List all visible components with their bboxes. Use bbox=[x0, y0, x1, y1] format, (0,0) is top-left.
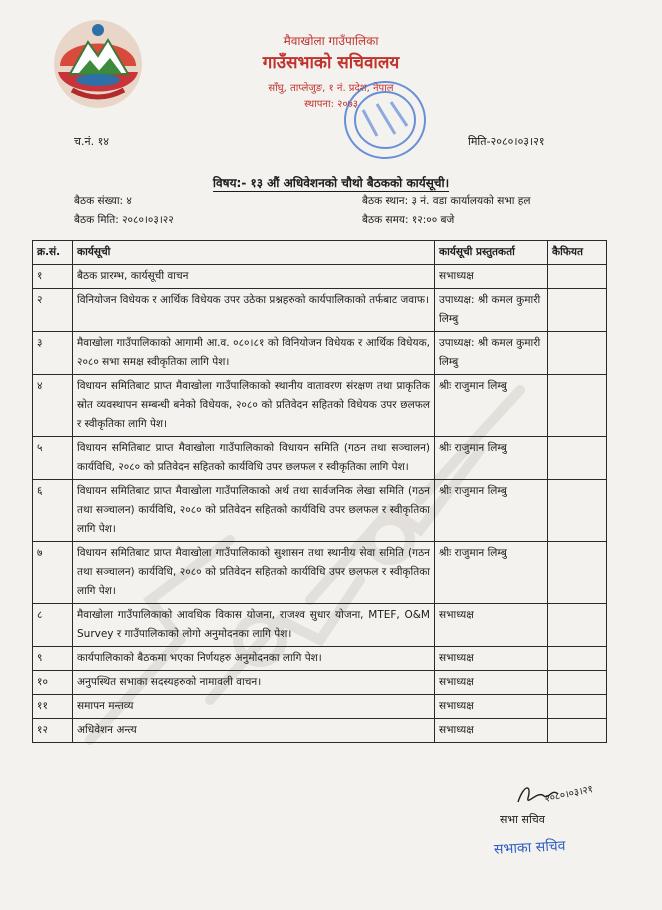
row-presenter: श्रीः राजुमान लिम्बु bbox=[435, 542, 548, 604]
row-serial: २ bbox=[33, 289, 73, 332]
row-remarks bbox=[548, 437, 607, 480]
row-agenda: विधायन समितिबाट प्राप्त मैवाखोला गाउँपालिकाको स्थानीय वातावरण संरक्षण तथा प्राकृतिक स्रोत व्यवस्थापन सम्बन्धी बनेको विधेयक, २०८० को प्रतिवेदन सहितको विधेयक उपर छलफल र स्वीकृतिका लागि पेश। bbox=[73, 375, 435, 437]
row-remarks bbox=[548, 695, 607, 719]
row-serial: १ bbox=[33, 265, 73, 289]
row-remarks bbox=[548, 375, 607, 437]
row-agenda: समापन मन्तव्य bbox=[73, 695, 435, 719]
row-serial: १२ bbox=[33, 719, 73, 743]
row-serial: ११ bbox=[33, 695, 73, 719]
established-year: स्थापना: २०७३ bbox=[304, 99, 358, 110]
table-row bbox=[33, 437, 607, 480]
office-address: साँघु, ताप्लेजुङ, १ नं. प्रदेश, नेपाल bbox=[268, 83, 394, 94]
table-row bbox=[33, 647, 607, 671]
row-presenter: सभाध्यक्ष bbox=[435, 671, 548, 695]
meeting-number: बैठक संख्या: ४ bbox=[74, 195, 132, 207]
row-remarks bbox=[548, 647, 607, 671]
table-row bbox=[33, 542, 607, 604]
signatory-title: सभा सचिव bbox=[500, 813, 545, 826]
row-remarks bbox=[548, 480, 607, 542]
row-agenda: मैवाखोला गाउँपालिकाको आगामी आ.व. ०८०।८१ को विनियोजन विधेयक र आर्थिक विधेयक, २०८० सभा समक्ष स्वीकृतिका लागि पेश। bbox=[73, 332, 435, 375]
row-presenter: उपाध्यक्ष: श्री कमल कुमारी लिम्बु bbox=[435, 332, 548, 375]
table-row bbox=[33, 719, 607, 743]
meeting-time: बैठक समय: १२:०० बजे bbox=[362, 214, 455, 226]
row-serial: ७ bbox=[33, 542, 73, 604]
row-serial: ५ bbox=[33, 437, 73, 480]
row-agenda: विधायन समितिबाट प्राप्त मैवाखोला गाउँपालिकाको सुशासन तथा स्थानीय सेवा समिति (गठन तथा सञ्चालन) कार्यविधि, २०८० को प्रतिवेदन सहितको कार्यविधि उपर छलफल र स्वीकृतिका लागि पेश। bbox=[73, 542, 435, 604]
row-agenda: अनुपस्थित सभाका सदस्यहरुको नामावली वाचन। bbox=[73, 671, 435, 695]
table-row bbox=[33, 671, 607, 695]
row-agenda: कार्यपालिकाको बैठकमा भएका निर्णयहरु अनुमोदनका लागि पेश। bbox=[73, 647, 435, 671]
table-header-row bbox=[33, 241, 607, 265]
row-presenter: सभाध्यक्ष bbox=[435, 719, 548, 743]
table-row bbox=[33, 375, 607, 437]
header-presenter: कार्यसूची प्रस्तुतकर्ता bbox=[435, 241, 548, 265]
row-remarks bbox=[548, 332, 607, 375]
row-presenter: श्रीः राजुमान लिम्बु bbox=[435, 480, 548, 542]
table-row bbox=[33, 695, 607, 719]
agenda-table bbox=[32, 240, 607, 743]
row-remarks bbox=[548, 719, 607, 743]
row-presenter: सभाध्यक्ष bbox=[435, 695, 548, 719]
row-agenda: मैवाखोला गाउँपालिकाको आवधिक विकास योजना, राजश्व सुधार योजना, MTEF, O&M Survey र गाउँपालिकाको लोगो अनुमोदनका लागि पेश। bbox=[73, 604, 435, 647]
row-presenter: सभाध्यक्ष bbox=[435, 604, 548, 647]
row-remarks bbox=[548, 542, 607, 604]
row-serial: ४ bbox=[33, 375, 73, 437]
subject-text: विषय:- १३ औं अधिवेशनको चौथो बैठकको कार्यसूची। bbox=[212, 176, 450, 190]
row-presenter: श्रीः राजुमान लिम्बु bbox=[435, 375, 548, 437]
header-remarks: कैफियत bbox=[548, 241, 607, 265]
row-serial: ८ bbox=[33, 604, 73, 647]
row-serial: ९ bbox=[33, 647, 73, 671]
letter-date: मिति-२०८०।०३।२१ bbox=[468, 135, 545, 148]
row-presenter: श्रीः राजुमान लिम्बु bbox=[435, 437, 548, 480]
table-row bbox=[33, 289, 607, 332]
row-agenda: अधिवेशन अन्त्य bbox=[73, 719, 435, 743]
reference-number: च.नं. १४ bbox=[74, 135, 110, 148]
table-row bbox=[33, 332, 607, 375]
row-agenda: विनियोजन विधेयक र आर्थिक विधेयक उपर उठेका प्रश्नहरुको कार्यपालिकाको तर्फबाट जवाफ। bbox=[73, 289, 435, 332]
office-name: गाउँसभाको सचिवालय bbox=[262, 53, 400, 73]
row-remarks bbox=[548, 604, 607, 647]
row-agenda: विधायन समितिबाट प्राप्त मैवाखोला गाउँपालिकाको अर्थ तथा सार्वजनिक लेखा समिति (गठन तथा सञ्चालन) कार्यविधि, २०८० को प्रतिवेदन सहितको कार्यविधि उपर छलफल र स्वीकृतिका लागि पेश। bbox=[73, 480, 435, 542]
row-presenter: सभाध्यक्ष bbox=[435, 647, 548, 671]
municipality-name: मैवाखोला गाउँपालिका bbox=[283, 34, 379, 48]
row-presenter: सभाध्यक्ष bbox=[435, 265, 548, 289]
row-remarks bbox=[548, 265, 607, 289]
row-agenda: बैठक प्रारम्भ, कार्यसूची वाचन bbox=[73, 265, 435, 289]
row-serial: ३ bbox=[33, 332, 73, 375]
official-seal-icon bbox=[325, 74, 435, 170]
signature-date: २०८०।०३।२१ bbox=[543, 783, 595, 805]
table-row bbox=[33, 480, 607, 542]
row-presenter: उपाध्यक्ष: श्री कमल कुमारी लिम्बु bbox=[435, 289, 548, 332]
row-serial: ६ bbox=[33, 480, 73, 542]
table-row bbox=[33, 604, 607, 647]
row-agenda: विधायन समितिबाट प्राप्त मैवाखोला गाउँपालिकाको विधायन समिति (गठन तथा सञ्चालन) कार्यविधि, २०८० को प्रतिवेदन सहितको कार्यविधि उपर छलफल र स्वीकृतिका लागि पेश। bbox=[73, 437, 435, 480]
row-serial: १० bbox=[33, 671, 73, 695]
header-agenda: कार्यसूची bbox=[73, 241, 435, 265]
subject-line bbox=[0, 174, 662, 191]
row-remarks bbox=[548, 289, 607, 332]
meeting-date: बैठक मिति: २०८०।०३।२२ bbox=[74, 214, 174, 226]
table-row bbox=[33, 265, 607, 289]
header-serial: क्र.सं. bbox=[33, 241, 73, 265]
secretary-stamp: सभाका सचिव bbox=[493, 838, 566, 858]
row-remarks bbox=[548, 671, 607, 695]
meeting-venue: बैठक स्थान: ३ नं. वडा कार्यालयको सभा हल bbox=[362, 195, 531, 207]
